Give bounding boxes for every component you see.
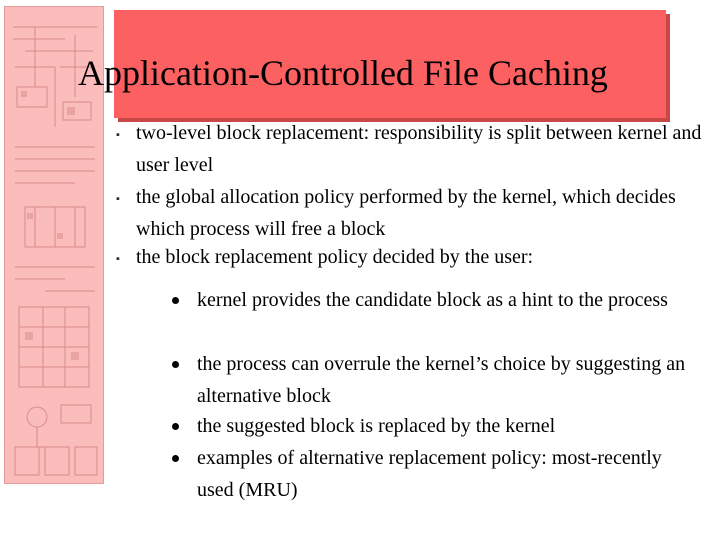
sub-bullet-marker-icon [172, 455, 179, 462]
bullet-item [116, 117, 714, 181]
sub-bullet-text: the process can overrule the kernel’s choice by suggesting an alternative block [197, 353, 686, 407]
sub-bullet-item [197, 442, 702, 506]
sub-bullet-text: kernel provides the candidate block as a hint to the process [197, 289, 668, 311]
bullet-text: two-level block replacement: responsibility is split between kernel and user level [136, 122, 702, 176]
bullet-marker-icon: ▪ [116, 253, 120, 265]
sub-bullet-marker-icon [172, 423, 179, 430]
bullet-text: the global allocation policy performed by the kernel, which decides which process will free a block [136, 186, 676, 240]
sub-bullet-item [197, 410, 702, 442]
bullet-item [116, 181, 714, 245]
sub-bullet-marker-icon [172, 297, 179, 304]
slide-title: Application-Controlled File Caching [78, 53, 608, 93]
sub-bullet-text: examples of alternative replacement policy: most-recently used (MRU) [197, 447, 662, 501]
bullet-marker-icon: ▪ [116, 129, 120, 141]
bullet-item [116, 241, 714, 273]
bullet-text: the block replacement policy decided by the user: [136, 246, 534, 268]
sub-bullet-item [197, 348, 702, 412]
bullet-marker-icon: ▪ [116, 193, 120, 205]
sub-bullet-item [197, 284, 702, 316]
sub-bullet-text: the suggested block is replaced by the kernel [197, 415, 556, 437]
sub-bullet-marker-icon [172, 361, 179, 368]
